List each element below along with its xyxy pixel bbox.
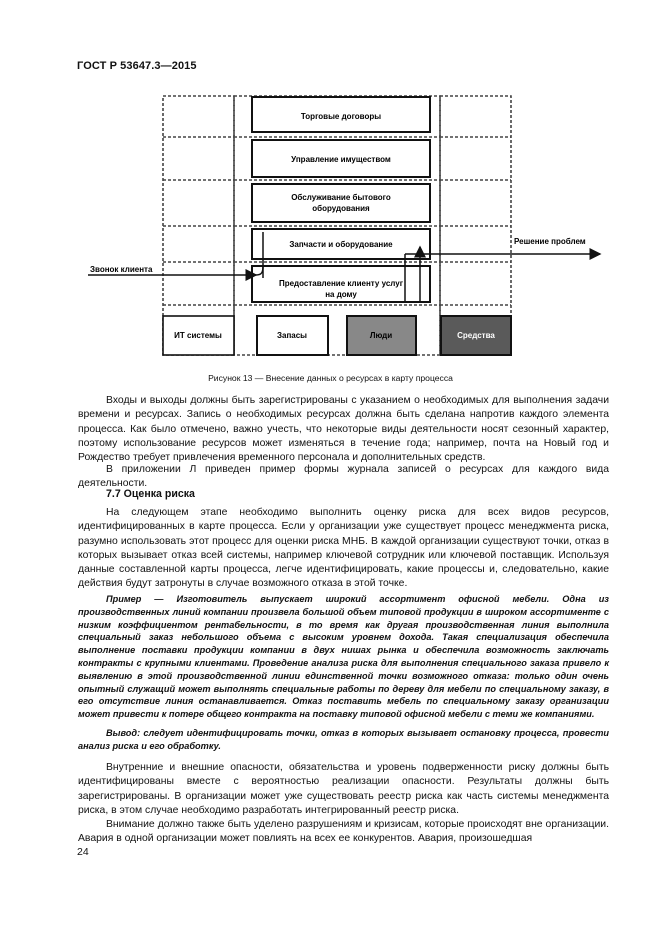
- example-block: Пример — Изготовитель выпускает широкий ассортимент офисной мебели. Одна из производственных линий компании произвела большой объем типовой продукции в широком ассортименте с низким коэффициентом рентабельности, в то время как другая производственная линия выполнила специальный заказ небольшого объема с высоким уровнем дохода. Такая специализация обеспечила выполнение поставки продукции компании в двух нишах рынка и обеспечила возможность заключать контракты с крупными клиентами. Проведение анализа риска для выполнения специального заказа привело к выявлению в этой производственной линии единственной точки возможного отказа: только один очень опытный служащий может выполнять специальные работы по дереву для мебели по специальному заказу, в его отсутствие линия останавливается. Отказ поставить мебель по специальному заказу организации может привести к потере общего контракта на поставку типовой офисной мебели с теми же компаниями.: [78, 594, 609, 720]
- process-label-property-management: Управление имуществом: [291, 155, 391, 164]
- page-number: 24: [77, 846, 89, 858]
- resource-label-people: Люди: [369, 331, 393, 340]
- process-label-spare-parts: Запчасти и оборудование: [289, 240, 393, 249]
- document-header: ГОСТ Р 53647.3—2015: [77, 60, 197, 72]
- problem-solving-label: Решение проблем: [514, 237, 586, 246]
- example-conclusion: Вывод: следует идентифицировать точки, отказ в которых вызывает остановку процесса, провести анализ риска и его обработку.: [78, 728, 609, 751]
- process-label-appliance-service-1: Обслуживание бытового: [291, 193, 391, 202]
- process-label-home-service-2: на дому: [325, 290, 357, 299]
- figure-caption: Рисунок 13 — Внесение данных о ресурсах в карту процесса: [208, 373, 453, 383]
- resource-label-funds: Средства: [457, 331, 495, 340]
- paragraph-hazards: Внутренние и внешние опасности, обязательства и уровень подверженности риску должны быть идентифицированы вместе с вероятностью реализации опасности. Результаты должны быть зарегистрированы. В организации может уже существовать реестр риска как часть системы менеджмента риска, в этом случае необходимо разработать интегрированный реестр риска.: [78, 762, 609, 816]
- process-box-appliance-service: [252, 184, 430, 222]
- client-call-label: Звонок клиента: [90, 265, 153, 274]
- paragraph-appendix-reference: В приложении Л приведен пример формы журнала записей о ресурсах для каждого вида деятельности.: [78, 464, 609, 490]
- process-label-trade-contracts: Торговые договоры: [300, 112, 382, 121]
- paragraph-inputs-outputs: Входы и выходы должны быть зарегистрированы с указанием о необходимых для выполнения задачи времени и ресурсах. Запись о необходимых ресурсах должна быть сделана напротив каждого элемента процесса. Как было отмечено, важно учесть, что некоторые виды деятельности носят сезонный характер, поэтому использование ресурсов может изменяться в течение года; например, почта на Новый год и Рождество требует привлечения временного персонала и дополнительных средств.: [78, 395, 609, 464]
- process-label-home-service-1: Предоставление клиенту услуг: [278, 279, 404, 288]
- resource-label-it: ИТ системы: [174, 331, 222, 340]
- section-title-risk-assessment: 7.7 Оценка риска: [106, 488, 195, 500]
- resource-label-stocks: Запасы: [276, 331, 308, 340]
- process-map-diagram: [0, 0, 661, 370]
- paragraph-external-crises: Внимание должно также быть уделено разрушениям и кризисам, которые происходят вне организации. Авария в одной организации может повлиять на всех ее конкурентов. Авария, произошедшая: [78, 819, 609, 845]
- paragraph-risk-assessment: На следующем этапе необходимо выполнить оценку риска для всех видов ресурсов, идентифицированных в карте процесса. Если у организации уже существует процесс менеджмента риска, разумно использовать этот процесс для оценки риска МНБ. В каждой организации существуют точки, отказ в которых вызывает отказ всей системы, например ключевой сотрудник или ключевой поставщик. Используя данные составленной карты процесса, легче идентифицировать, какие процессы и, следовательно, какие действия будут затронуты в случае возможного отказа в этой точке.: [78, 507, 609, 590]
- process-label-appliance-service-2: оборудования: [312, 204, 370, 213]
